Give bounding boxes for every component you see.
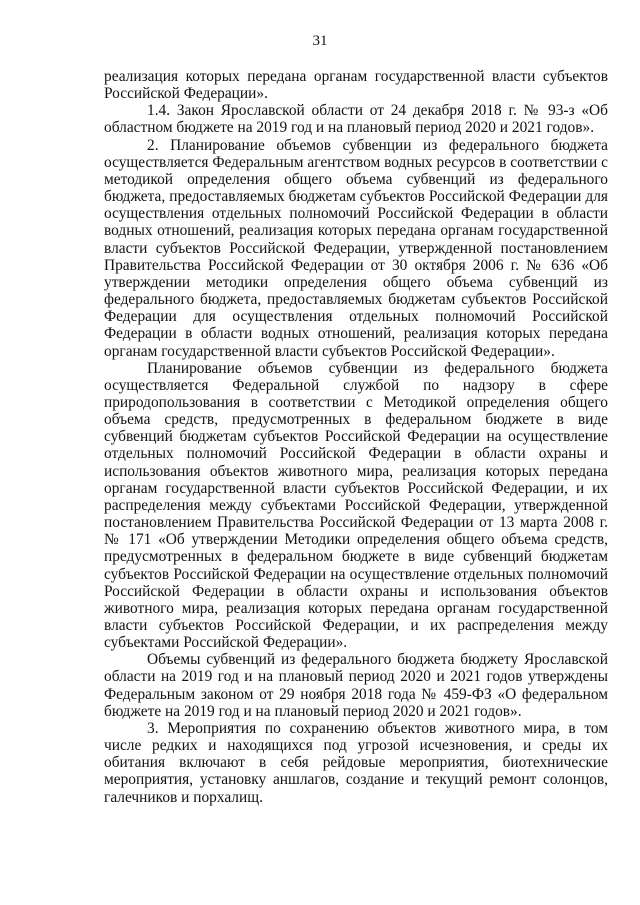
paragraph-subvention-volumes: Объемы субвенций из федерального бюджета бюджету Ярославской области на 2019 год и на плановый период 2020 и 2021 годов утверждены Федеральным законом от 29 ноября 2018 года № 459-ФЗ «О федеральном бюджете на 2019 год и на плановый период 2020 и 2021 годов». (104, 651, 608, 720)
paragraph-continuation: реализация которых передана органам государственной власти субъектов Российской Федерации». (104, 68, 608, 103)
page-number: 31 (312, 33, 328, 49)
document-body (104, 68, 608, 806)
paragraph-item-2-water-resources: 2. Планирование объемов субвенции из федерального бюджета осуществляется Федеральным агентством водных ресурсов в соответствии с методикой определения общего объема субвенций из федерального бюджета, предоставляемых бюджетам субъектов Российской Федерации для осуществления отдельных полномочий Российской Федерации в области водных отношений, реализация которых передана органам государственной власти субъектов Российской Федерации, утвержденной постановлением Правительства Российской Федерации от 30 октября 2006 г. № 636 «Об утверждении методики определения общего объема субвенций из федерального бюджета, предоставляемых бюджетам субъектов Российской Федерации для осуществления отдельных полномочий Российской Федерации в области водных отношений, реализация которых передана органам государственной власти субъектов Российской Федерации». (104, 136, 608, 360)
paragraph-law-item-1-4: 1.4. Закон Ярославской области от 24 декабря 2018 г. № 93-з «Об областном бюджете на 2019 год и на плановый период 2020 и 2021 годов». (104, 102, 608, 137)
paragraph-item-3-wildlife-measures: 3. Мероприятия по сохранению объектов животного мира, в том числе редких и находящихся под угрозой исчезновения, и среды их обитания включают в себя рейдовые мероприятия, биотехнические мероприятия, установку аншлагов, создание и текущий ремонт солонцов, галечников и порхалищ. (104, 719, 608, 806)
paragraph-nature-supervision: Планирование объемов субвенции из федерального бюджета осуществляется Федеральной службой по надзору в сфере природопользования в соответствии с Методикой определения общего объема средств, предусмотренных в федеральном бюджете в виде субвенций бюджетам субъектов Российской Федерации на осуществление отдельных полномочий Российской Федерации в области охраны и использования объектов животного мира, реализация которых передана органам государственной власти субъектов Российской Федерации, и их распределения между субъектами Российской Федерации, утвержденной постановлением Правительства Российской Федерации от 13 марта 2008 г. № 171 «Об утверждении Методики определения общего объема средств, предусмотренных в федеральном бюджете в виде субвенций бюджетам субъектов Российской Федерации на осуществление отдельных полномочий Российской Федерации в области охраны и использования объектов животного мира, реализация которых передана органам государственной власти субъектов Российской Федерации, и их распределения между субъектами Российской Федерации». (104, 359, 608, 652)
